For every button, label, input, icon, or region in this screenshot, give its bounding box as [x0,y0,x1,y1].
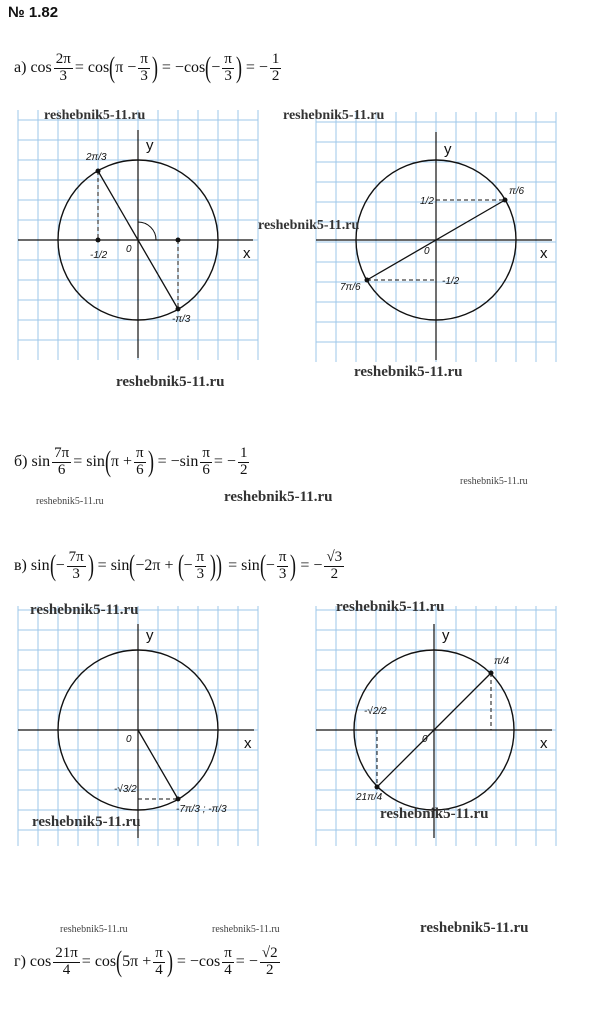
point-marker [176,238,181,243]
x-axis-label: x [243,245,251,262]
y-axis-label: y [146,137,154,154]
watermark: reshebnik5-11.ru [420,920,529,936]
watermark: reshebnik5-11.ru [44,108,146,123]
operator: = −sin [157,453,199,471]
projection-label: 1/2 [420,196,434,207]
fraction: $\frac{\pi}{6}$ [136,445,144,478]
operator: = [97,557,107,575]
point-label: 21π/4 [356,792,383,803]
watermark: reshebnik5-11.ru [30,602,139,618]
fraction: $\frac{\pi}{3}$ [196,549,205,582]
operator: = − [300,557,323,575]
y-axis-label: y [146,627,154,644]
function-name: sin [31,453,51,471]
function-name: sin [86,453,105,471]
equation-v: в) sin ( − $\frac{7\pi}{3}$ ) = sin ( −2π + ( − $\frac{\pi}{3}$ )) = sin ( − $\frac{\pi}{3}$ ) = − $\frac{√3}{2}$ [14,549,343,583]
fraction: $\frac{\pi}{3}$ [278,549,287,582]
operator: = − [213,453,236,471]
operator: = [74,59,84,77]
projection-label: -1/2 [90,250,108,261]
point-label: π/4 [494,656,510,667]
origin-label: 0 [422,734,428,745]
watermark: reshebnik5-11.ru [380,806,489,822]
operator: = [73,453,83,471]
watermark: reshebnik5-11.ru [460,476,528,487]
fraction: $\frac{\pi}{3}$ [140,51,148,84]
equation-label: г) [14,953,26,971]
point-marker [96,238,101,243]
point-marker [176,797,181,802]
equation-g: г) cos $\frac{21\pi}{4}$ = cos ( 5π + $\frac{\pi}{4}$ ) = −cos $\frac{\pi}{4}$ = − $\frac{√2}{2}$ [14,945,278,979]
watermark: reshebnik5-11.ru [258,218,360,233]
fraction: $\frac{\pi}{4}$ [155,945,163,978]
watermark: reshebnik5-11.ru [354,364,463,380]
function-name: cos [29,953,52,971]
equation-label: б) [14,453,28,471]
function-name: cos [87,59,110,77]
point-marker [489,671,494,676]
function-name: cos [94,953,117,971]
point-label: 7π/6 [340,282,361,293]
unit-circle-diagram-2 [316,112,556,362]
angle-arc [138,222,156,240]
origin-label: 0 [126,244,132,255]
projection-label: -1/2 [442,276,460,287]
point-label: -π/3 [172,314,191,325]
projection-label: -√2/2 [364,706,387,717]
unit-circle-diagram-3 [18,606,258,846]
problem-number: № 1.82 [8,4,59,21]
fraction: $\frac{√3}{2}$ [326,549,343,582]
function-name: sin [30,557,50,575]
watermark: reshebnik5-11.ru [283,108,385,123]
y-axis-label: y [442,627,450,644]
fraction: $\frac{7\pi}{6}$ [54,445,70,478]
fraction: $\frac{\pi}{3}$ [224,51,232,84]
equation-b: б) sin $\frac{7\pi}{6}$ = sin ( π + $\frac{\pi}{6}$ ) = −sin $\frac{\pi}{6}$ = − $\frac{1}{2}$ [14,445,248,479]
x-axis-label: x [540,735,548,752]
y-axis-label: y [444,141,452,158]
watermark: reshebnik5-11.ru [224,489,333,505]
fraction: $\frac{\pi}{4}$ [224,945,232,978]
unit-circle-diagram-1 [18,110,258,360]
point-label: -7π/3 ; -π/3 [176,804,227,815]
fraction: $\frac{2\pi}{3}$ [55,51,71,84]
fraction: $\frac{7\pi}{3}$ [68,549,84,582]
point-label: π/6 [509,186,525,197]
function-name: cos [30,59,52,77]
function-name: sin [241,557,260,575]
point-marker [96,169,101,174]
x-axis-label: x [540,245,548,262]
projection-label: -√3/2 [114,784,137,795]
operator: = [228,557,238,575]
point-marker [365,278,370,283]
equation-a: а) cos $\frac{2\pi}{3}$ = cos ( π − $\frac{\pi}{3}$ ) = −cos ( − $\frac{\pi}{3}$ ) = − $\frac{1}{2}$ [14,51,280,85]
operator: = −cos [176,953,221,971]
equation-label: в) [14,557,27,575]
watermark: reshebnik5-11.ru [60,924,128,935]
point-marker [176,307,181,312]
fraction: $\frac{√2}{2}$ [261,945,278,978]
watermark: reshebnik5-11.ru [32,814,141,830]
watermark: reshebnik5-11.ru [336,599,445,615]
operator: = − [235,953,258,971]
point-marker [375,785,380,790]
watermark: reshebnik5-11.ru [36,496,104,507]
operator: = [81,953,91,971]
operator: = −cos [161,59,206,77]
operator: = − [245,59,268,77]
fraction: $\frac{1}{2}$ [271,51,280,84]
fraction: $\frac{21\pi}{4}$ [55,945,78,978]
function-name: sin [110,557,130,575]
x-axis-label: x [244,735,252,752]
point-marker [503,198,508,203]
watermark: reshebnik5-11.ru [116,374,225,390]
origin-label: 0 [424,246,430,257]
watermark: reshebnik5-11.ru [212,924,280,935]
equation-label: а) [14,59,27,77]
origin-label: 0 [126,734,132,745]
fraction: $\frac{1}{2}$ [239,445,248,478]
point-label: 2π/3 [86,152,107,163]
fraction: $\frac{\pi}{6}$ [202,445,210,478]
